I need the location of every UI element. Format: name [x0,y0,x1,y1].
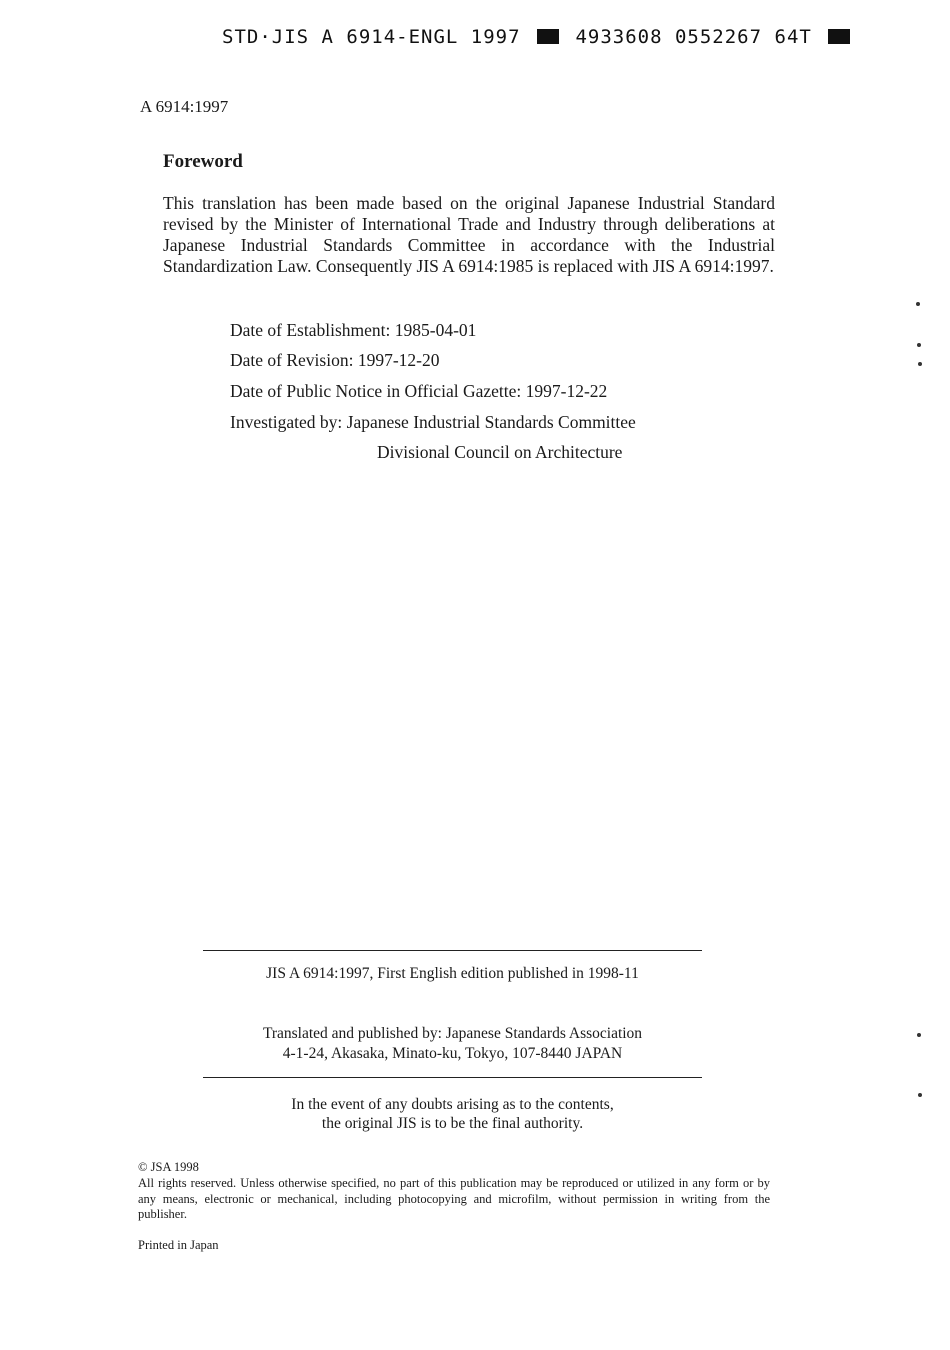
header-code-right: 64T [774,26,812,48]
scan-speck [917,1033,921,1037]
scan-speck [918,362,922,366]
foreword-title: Foreword [163,151,243,172]
header-block-mark [537,29,559,44]
scan-speck [918,1093,922,1097]
investigated-by: Investigated by: Japanese Industrial Standards Committee [230,412,636,432]
rights-statement: All rights reserved. Unless otherwise specified, no part of this publication may be reproduced or utilized in any form or by any means, electronic or mechanical, including photocopying and microfilm, without permission in writing from the publisher. [138,1176,770,1221]
printed-in: Printed in Japan [138,1238,219,1252]
edition-line: JIS A 6914:1997, First English edition published in 1998-11 [266,965,639,982]
foreword-body [163,193,775,277]
council-name: Divisional Council on Architecture [377,442,623,462]
publisher-line: Translated and published by: Japanese Standards Association [262,1025,643,1042]
standard-number: A 6914:1997 [140,97,229,116]
top-divider [203,950,702,951]
scan-speck [917,343,921,347]
bottom-divider [203,1077,702,1078]
public-notice-date: Date of Public Notice in Official Gazette: 1997-12-22 [230,381,608,401]
header-code-line [222,26,854,48]
establishment-date: Date of Establishment: 1985-04-01 [230,320,477,340]
scan-speck [916,302,920,306]
authority-line-2: the original JIS is to be the final authority. [321,1115,584,1132]
header-block-mark-end [828,29,850,44]
foreword-paragraph: This translation has been made based on the original Japanese Industrial Standard revised by the Minister of International Trade and Industry through deliberations at Japanese Industrial Standards Committee in accordance with the Industrial Standardization Law. Consequently JIS A 6914:1985 is replaced with JIS A 6914:1997. [163,193,775,276]
publisher-address: 4-1-24, Akasaka, Minato-ku, Tokyo, 107-8440 JAPAN [282,1045,623,1062]
revision-date: Date of Revision: 1997-12-20 [230,350,440,370]
header-code-left: STD·JIS A 6914-ENGL 1997 [222,26,521,48]
header-code-mid: 4933608 0552267 [575,26,763,48]
authority-line-1: In the event of any doubts arising as to the contents, [291,1096,614,1113]
copyright-notice: © JSA 1998 [138,1160,199,1174]
